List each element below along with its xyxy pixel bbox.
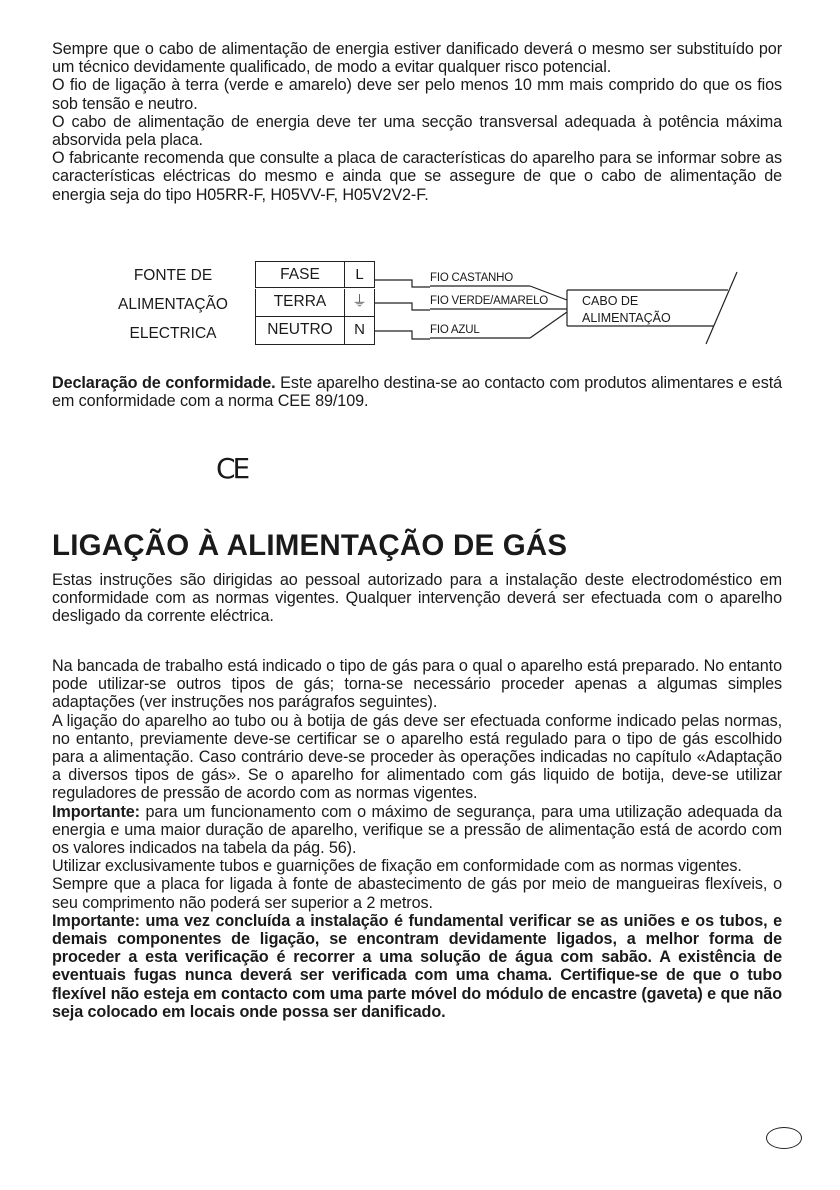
label-fio-azul: FIO AZUL [430,324,480,336]
paragraph-connection: A ligação do aparelho ao tubo ou à botija de gás deve ser efectuada conforme indicado pelas normas, no entanto, previamente deve-se certificar se o aparelho está regulado para o tipo de gás escolhido para a alimentação. Caso contrário deve-se proceder às operações indicadas no capítulo «Adaptação a diversos tipos de gás». Se o aparelho for alimentado com gás liquido de botija, deve-se utilizar reguladores de pressão de acordo com as normas vigentes. [52,711,782,803]
terminal-n: N [345,317,375,345]
label-fio-verde-amarelo: FIO VERDE/AMARELO [430,295,549,307]
paragraph-intro: Estas instruções são dirigidas ao pessoal autorizado para a instalação deste electrodoméstico em conformidade com as normas vigentes. Qualquer intervenção deverá ser efectuada com o aparelho desligado da corrente eléctrica. [52,571,782,626]
wire-line-fase [375,280,430,287]
paragraph-cable-section: O cabo de alimentação de energia deve ter uma secção transversal adequada à potência máxima absorvida pela placa. [52,112,782,150]
wire-line-terra [375,303,430,310]
paragraph-tubes: Utilizar exclusivamente tubos e guarnições de fixação em conformidade com as normas vigentes. [52,857,742,876]
cable-label-line-2: ALIMENTAÇÃO [582,311,671,325]
source-label-line-1: FONTE DE [133,267,213,284]
wire-diag-neutro [530,312,567,338]
cable-cut-line [706,272,737,344]
paragraph-leak-check: Importante: uma vez concluída a instalação é fundamental verificar se as uniões e os tubos, e demais componentes de ligação, se encontram devidamente ligados, a melhor forma de proceder a esta verificação é recorrer a uma solução de água com sabão. A existência de eventuais fugas nunca deverá ser verificada com uma chama. Certifique-se de que o tubo flexível não esteja em contacto com uma parte móvel do módulo de encastre (gaveta) e que não seja colocado em locais onde possa ser danificado. [52,911,782,1021]
terminal-earth-icon: ⏚ [345,289,375,317]
section-title: LIGAÇÃO À ALIMENTAÇÃO DE GÁS [52,529,568,562]
important-label: Importante: [52,802,140,821]
cable-label-line-1: CABO DE [582,294,639,308]
declaration-of-conformity [52,374,782,410]
wiring-lines [0,0,840,420]
declaration-text: Este aparelho destina-se ao contacto com produtos alimentares e está em conformidade com a norma CEE 89/109. [52,374,783,411]
wire-name-neutro: NEUTRO [255,317,345,345]
page-number-oval [766,1127,802,1149]
paragraph-earth-wire: O fio de ligação à terra (verde e amarelo) deve ser pelo menos 10 mm mais comprido do que os fios sob tensão e neutro. [52,76,782,113]
declaration-heading: Declaração de conformidade. [52,374,276,392]
label-fio-castanho: FIO CASTANHO [430,272,514,284]
source-label-line-2: ALIMENTAÇÃO [118,296,228,313]
paragraph-manufacturer-recommendation: O fabricante recomenda que consulte a placa de características do aparelho para se informar sobre as características eléctricas do mesmo e ainda que se assegure de que o cabo de alimentação de energia seja do tipo H05RR-F, H05VV-F, H05V2V2-F. [52,149,782,204]
paragraph-gas-type: Na bancada de trabalho está indicado o tipo de gás para o qual o aparelho está preparado. No entanto pode utilizar-se outros tipos de gás; torna-se necessário proceder apenas a algumas simples adaptações (ver instruções nos parágrafos seguintes). [52,657,782,712]
pressure-text: para um funcionamento com o máximo de segurança, para uma utilização adequada da energia e uma maior duração de aparelho, verifique se a pressão de alimentação está de acordo com os valores indicados na tabela da pág. 56). [52,802,782,858]
wire-name-fase: FASE [255,261,345,288]
paragraph-pressure [52,803,782,858]
paragraph-hose-length: Sempre que a placa for ligada à fonte de abastecimento de gás por meio de mangueiras flexíveis, o seu comprimento não poderá ser superior a 2 metros. [52,875,782,912]
paragraph-cable-replacement: Sempre que o cabo de alimentação de energia estiver danificado deverá o mesmo ser substituído por um técnico devidamente qualificado, de modo a evitar qualquer risco potencial. [52,40,782,77]
wire-line-neutro [375,331,430,339]
gas-intro [52,571,782,626]
wire-name-terra: TERRA [255,289,345,317]
terminal-l: L [345,261,375,288]
ce-mark-icon: CE [216,452,248,485]
source-label-line-3: ELECTRICA [129,325,217,342]
gas-instructions [52,657,782,1021]
